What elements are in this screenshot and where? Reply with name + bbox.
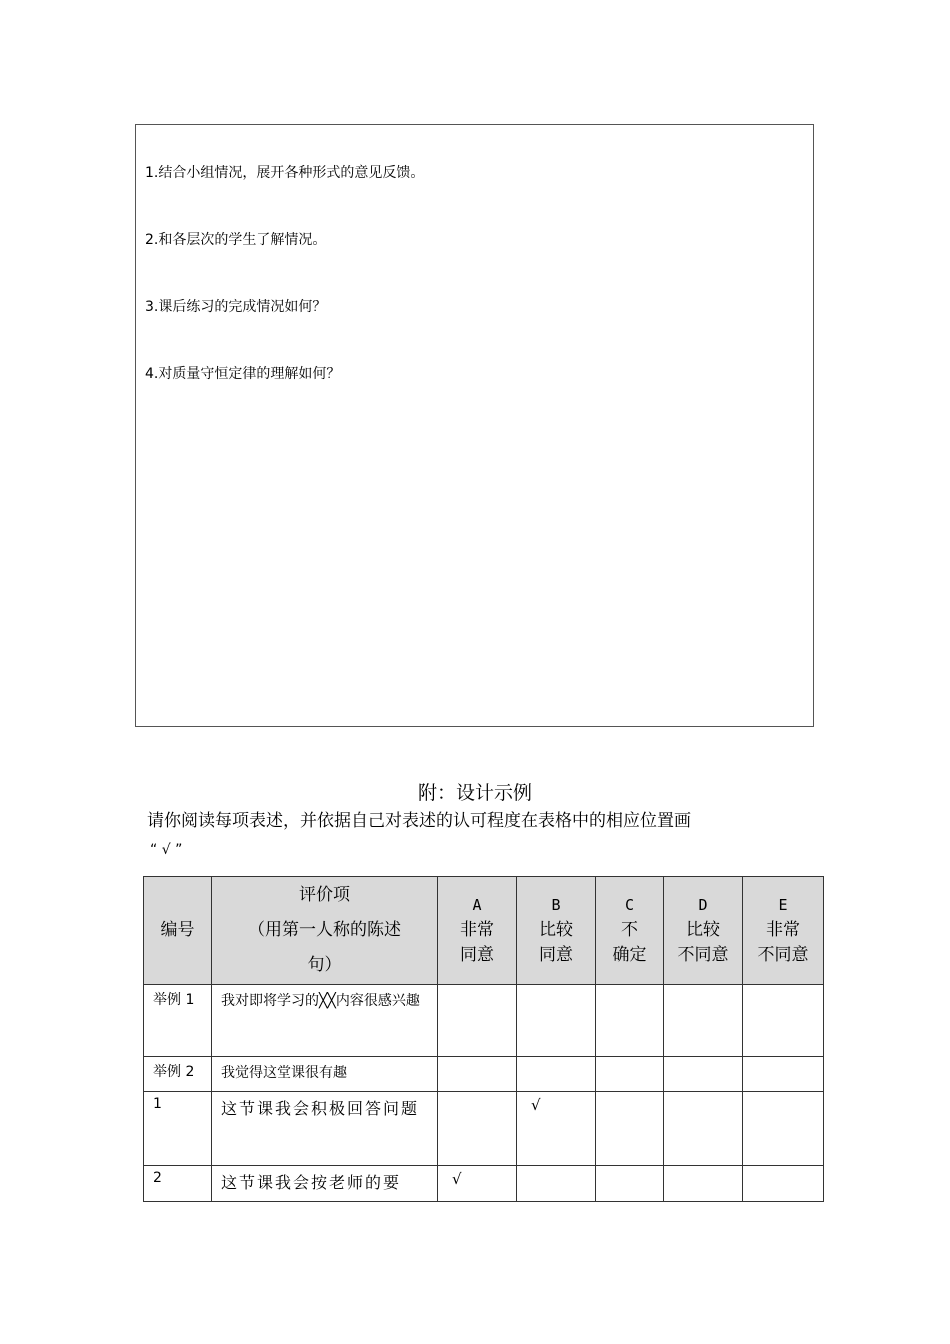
header-number: 编号 [144,877,212,985]
table-row [144,1057,824,1092]
table-header-row [144,877,824,985]
cell-option-c[interactable] [596,1166,664,1202]
note-item: 4.对质量守恒定律的理解如何？ [145,366,341,382]
row-number: 举例 1 [144,985,212,1057]
cell-option-b[interactable] [517,1166,596,1202]
check-mark-symbol: “ √ ” [150,842,183,858]
row-statement: 我觉得这堂课很有趣 [212,1057,438,1092]
cell-option-e[interactable] [743,1092,824,1166]
cell-option-d[interactable] [664,1092,743,1166]
cell-option-d[interactable] [664,985,743,1057]
header-option-e: E 非常 不同意 [743,877,824,985]
cell-option-b[interactable]: √ [517,1092,596,1166]
header-option-c: C 不 确定 [596,877,664,985]
header-option-d: D 比较 不同意 [664,877,743,985]
cell-option-a[interactable] [438,1092,517,1166]
cell-option-a[interactable] [438,985,517,1057]
row-statement: 这节课我会按老师的要 [212,1166,438,1202]
cell-option-a[interactable] [438,1057,517,1092]
appendix-title: 附：设计示例 [417,782,532,804]
row-statement: 我对即将学习的╳╳内容很感兴趣 [212,985,438,1057]
evaluation-table [143,876,824,1202]
cell-option-d[interactable] [664,1057,743,1092]
cell-option-e[interactable] [743,1166,824,1202]
appendix-instruction: 请你阅读每项表述，并依据自己对表述的认可程度在表格中的相应位置画 [147,811,691,831]
table-row [144,1092,824,1166]
cell-option-b[interactable] [517,1057,596,1092]
cell-option-b[interactable] [517,985,596,1057]
cell-option-e[interactable] [743,985,824,1057]
header-option-a: A 非常 同意 [438,877,517,985]
cell-option-c[interactable] [596,985,664,1057]
table-row [144,1166,824,1202]
note-item: 1.结合小组情况，展开各种形式的意见反馈。 [145,165,425,181]
cell-option-a[interactable]: √ [438,1166,517,1202]
header-option-b: B 比较 同意 [517,877,596,985]
header-item: 评价项 （用第一人称的陈述 句） [212,877,438,985]
row-number: 举例 2 [144,1057,212,1092]
cell-option-e[interactable] [743,1057,824,1092]
table-row [144,985,824,1057]
row-statement: 这节课我会积极回答问题 [212,1092,438,1166]
cell-option-c[interactable] [596,1092,664,1166]
cell-option-d[interactable] [664,1166,743,1202]
row-number: 2 [144,1166,212,1202]
note-item: 3.课后练习的完成情况如何？ [145,299,327,315]
note-item: 2.和各层次的学生了解情况。 [145,232,327,248]
notes-box [135,124,814,727]
cell-option-c[interactable] [596,1057,664,1092]
row-number: 1 [144,1092,212,1166]
